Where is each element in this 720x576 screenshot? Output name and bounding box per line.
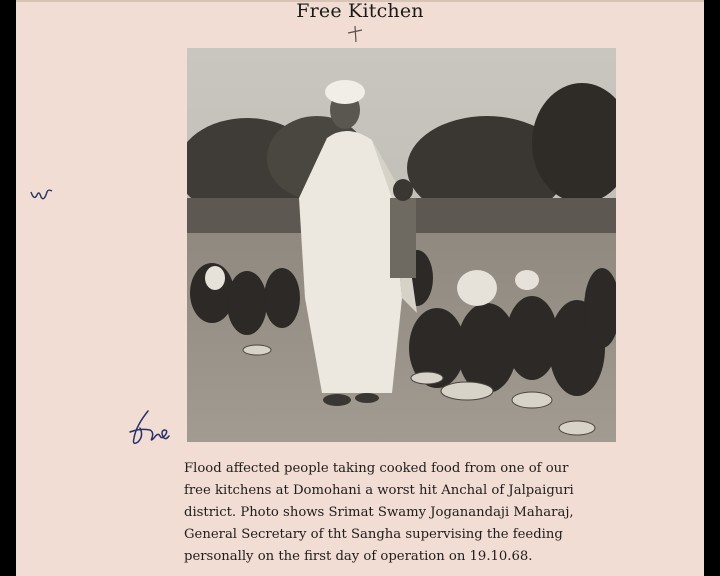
- photo-caption: [184, 458, 620, 568]
- caption-line: General Secretary of tht Sangha supervising the feeding: [184, 527, 563, 542]
- margin-mark-icon: [30, 186, 54, 204]
- caption-line: free kitchens at Domohani a worst hit Anchal of Jalpaiguri: [184, 483, 574, 498]
- photograph-icon: [187, 48, 616, 442]
- clipping-sheet: [16, 0, 704, 576]
- caption-line: Flood affected people taking cooked food from one of our: [184, 461, 569, 476]
- newspaper-photograph: [187, 48, 616, 442]
- caption-line: personally on the first day of operation on 19.10.68.: [184, 549, 533, 564]
- signature-icon: [126, 408, 170, 448]
- cross-mark-icon: [345, 24, 365, 44]
- page-title: Free Kitchen: [296, 0, 424, 22]
- caption-line: district. Photo shows Srimat Swamy Joganandaji Maharaj,: [184, 505, 574, 520]
